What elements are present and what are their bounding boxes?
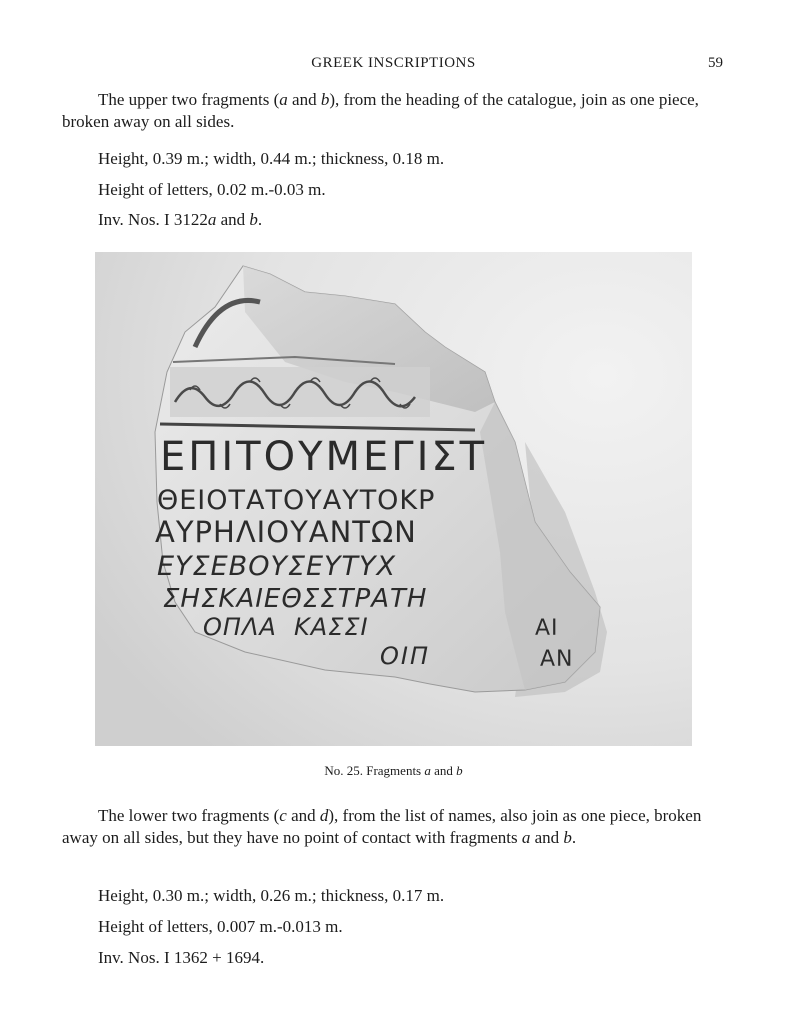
lower-intro-frag-c: c	[279, 806, 287, 825]
upper-inventory	[98, 209, 262, 231]
inscription-line-5: ΣΗΣΚΑΙΕΘΣΣΤΡΑΤΗ	[163, 584, 428, 614]
upper-intro-text-a: The upper two fragments (	[98, 90, 280, 109]
caption-b: b	[456, 763, 463, 778]
lower-intro-and2: and	[530, 828, 564, 847]
upper-intro-frag-a: a	[279, 90, 288, 109]
inscription-line-7: ΟΙΠ	[380, 642, 431, 670]
caption-prefix: No. 25. Fragments	[324, 763, 425, 778]
lower-intro-frag-a: a	[521, 828, 531, 847]
upper-intro-paragraph	[62, 89, 724, 133]
inscription-right-edge-2: ΑΝ	[540, 647, 574, 672]
inscription-line-4: ΕΥΣΕΒΟΥΣΕΥΤΥΧ	[157, 551, 397, 582]
upper-inv-and: and	[216, 210, 250, 229]
page-number: 59	[708, 55, 723, 71]
upper-dimensions: Height, 0.39 m.; width, 0.44 m.; thickness, 0.18 m.	[98, 149, 445, 168]
lower-intro-text-a: The lower two fragments (	[98, 806, 280, 825]
upper-intro-and: and	[287, 90, 321, 109]
lower-dimensions: Height, 0.30 m.; width, 0.26 m.; thickness, 0.17 m.	[98, 886, 445, 905]
inscription-photograph	[95, 252, 692, 746]
upper-inv-a: a	[207, 210, 217, 229]
lower-intro-text-b: ), from the list of names, also join as one piece, broken away on all sides, but they have no point of contact with fragments	[62, 806, 702, 847]
upper-inv-end: .	[257, 210, 263, 229]
inscription-right-edge-1: ΑΙ	[535, 616, 559, 641]
inscription-photo-svg	[95, 252, 692, 746]
lower-intro-frag-b: b	[563, 828, 572, 847]
running-head	[0, 55, 787, 75]
lower-letter-height: Height of letters, 0.007 m.-0.013 m.	[98, 917, 343, 936]
lower-intro-frag-d: d	[319, 806, 329, 825]
lower-intro-and: and	[286, 806, 320, 825]
inscription-line-6: ΟΠΛΑ ΚΑΣΣΙ	[203, 613, 369, 641]
inscription-line-3: ΑΥΡΗΛΙΟΥΑΝΤΩΝ	[155, 515, 417, 549]
caption-and: and	[430, 763, 457, 778]
upper-intro-frag-b: b	[320, 90, 330, 109]
lower-intro-end: .	[571, 828, 577, 847]
figure-caption	[0, 763, 787, 779]
upper-letter-height: Height of letters, 0.02 m.-0.03 m.	[98, 180, 326, 199]
upper-inv-prefix: Inv. Nos. I 3122	[98, 210, 208, 229]
lower-inventory: Inv. Nos. I 1362 + 1694.	[98, 948, 265, 967]
inscription-line-2: ΘΕΙΟΤΑΤΟΥΑΥΤΟΚΡ	[157, 485, 436, 516]
upper-inv-b: b	[249, 210, 258, 229]
caption-a: a	[424, 763, 431, 778]
upper-intro-text-b: ), from the heading of the catalogue, join as one piece, broken away on all sides.	[62, 90, 699, 131]
running-title: GREEK INSCRIPTIONS	[311, 55, 476, 71]
lower-intro-paragraph	[62, 805, 724, 849]
inscription-line-1: ΕΠΙΤΟΥΜΕΓΙΣΤ	[160, 434, 488, 480]
decorative-frieze	[170, 367, 430, 417]
